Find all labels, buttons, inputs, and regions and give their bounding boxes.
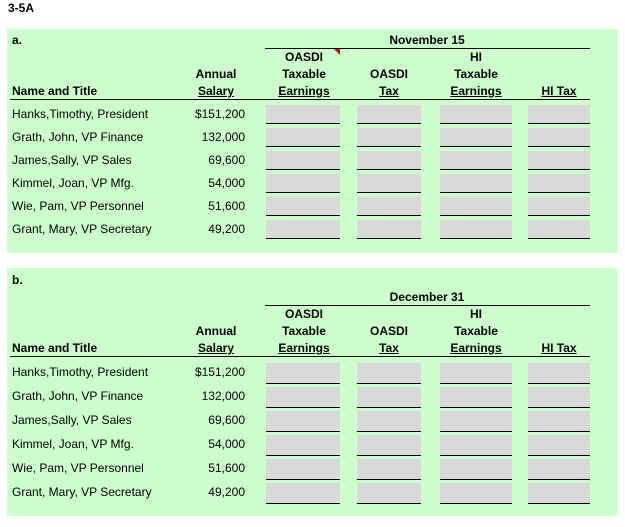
employee-name: Wie, Pam, VP Personnel — [12, 461, 144, 475]
section-label: a. — [12, 33, 23, 47]
annual-salary: 54,000 — [208, 176, 245, 190]
employee-name: James,Sally, VP Sales — [12, 153, 132, 167]
hi-taxable-header: HI Taxable Earnings — [450, 307, 502, 355]
hi-tax-cell[interactable] — [528, 220, 590, 239]
annual-salary: $151,200 — [194, 365, 245, 379]
oasdi-taxable-earnings-cell[interactable] — [266, 105, 340, 124]
hi-tax-cell[interactable] — [528, 197, 590, 216]
oasdi-tax-cell[interactable] — [357, 220, 421, 239]
oasdi-tax-header: OASDI Tax — [369, 67, 408, 98]
employee-name: Hanks,Timothy, President — [12, 107, 149, 121]
date-header: November 15 — [389, 33, 465, 47]
oasdi-taxable-earnings-cell[interactable] — [266, 363, 340, 384]
annual-salary: 69,600 — [208, 413, 245, 427]
hi-tax-cell[interactable] — [528, 363, 590, 384]
annual-salary: 51,600 — [208, 461, 245, 475]
employee-name: Grant, Mary, VP Secretary — [12, 222, 152, 236]
oasdi-tax-cell[interactable] — [357, 459, 421, 480]
oasdi-taxable-earnings-cell[interactable] — [266, 197, 340, 216]
annual-salary: 54,000 — [208, 437, 245, 451]
employee-name: James,Sally, VP Sales — [12, 413, 132, 427]
oasdi-tax-cell[interactable] — [357, 151, 421, 170]
section-b-panel — [7, 268, 618, 516]
header-rule — [10, 99, 590, 100]
oasdi-taxable-earnings-cell[interactable] — [266, 411, 340, 432]
hi-taxable-earnings-cell[interactable] — [440, 483, 512, 504]
oasdi-taxable-header: OASDI Taxable Earnings — [278, 50, 330, 98]
hi-tax-cell[interactable] — [528, 435, 590, 456]
employee-name: Grath, John, VP Finance — [12, 130, 144, 144]
oasdi-tax-cell[interactable] — [357, 128, 421, 147]
hi-tax-cell[interactable] — [528, 128, 590, 147]
oasdi-taxable-earnings-cell[interactable] — [266, 435, 340, 456]
hi-taxable-earnings-cell[interactable] — [440, 387, 512, 408]
oasdi-tax-cell[interactable] — [357, 174, 421, 193]
annual-salary: 69,600 — [208, 153, 245, 167]
oasdi-taxable-earnings-cell[interactable] — [266, 174, 340, 193]
oasdi-tax-cell[interactable] — [357, 387, 421, 408]
hi-taxable-earnings-cell[interactable] — [440, 411, 512, 432]
hi-taxable-earnings-cell[interactable] — [440, 220, 512, 239]
oasdi-taxable-earnings-cell[interactable] — [266, 220, 340, 239]
hi-taxable-earnings-cell[interactable] — [440, 363, 512, 384]
date-header: December 31 — [389, 290, 465, 304]
oasdi-tax-cell[interactable] — [357, 363, 421, 384]
hi-taxable-earnings-cell[interactable] — [440, 105, 512, 124]
oasdi-taxable-header: OASDI Taxable Earnings — [278, 307, 330, 355]
hi-taxable-earnings-cell[interactable] — [440, 174, 512, 193]
hi-tax-header: HI Tax — [541, 341, 577, 355]
hi-tax-cell[interactable] — [528, 105, 590, 124]
oasdi-tax-cell[interactable] — [357, 435, 421, 456]
section-a-panel — [7, 29, 618, 253]
oasdi-tax-cell[interactable] — [357, 411, 421, 432]
oasdi-tax-cell[interactable] — [357, 105, 421, 124]
name-title-header: Name and Title — [12, 84, 98, 98]
annual-salary: $151,200 — [194, 107, 245, 121]
oasdi-taxable-earnings-cell[interactable] — [266, 387, 340, 408]
employee-name: Grant, Mary, VP Secretary — [12, 485, 152, 499]
hi-tax-cell[interactable] — [528, 411, 590, 432]
header-rule — [10, 356, 590, 357]
hi-tax-cell[interactable] — [528, 174, 590, 193]
oasdi-taxable-earnings-cell[interactable] — [266, 483, 340, 504]
employee-name: Kimmel, Joan, VP Mfg. — [12, 437, 134, 451]
section-label: b. — [12, 273, 23, 287]
oasdi-taxable-earnings-cell[interactable] — [266, 459, 340, 480]
hi-tax-cell[interactable] — [528, 483, 590, 504]
oasdi-tax-cell[interactable] — [357, 197, 421, 216]
hi-taxable-earnings-cell[interactable] — [440, 151, 512, 170]
employee-name: Grath, John, VP Finance — [12, 389, 144, 403]
problem-label: 3-5A — [8, 1, 35, 15]
oasdi-taxable-earnings-cell[interactable] — [266, 128, 340, 147]
hi-taxable-earnings-cell[interactable] — [440, 435, 512, 456]
hi-tax-cell[interactable] — [528, 387, 590, 408]
annual-salary: 49,200 — [208, 222, 245, 236]
hi-taxable-earnings-cell[interactable] — [440, 197, 512, 216]
employee-name: Hanks,Timothy, President — [12, 365, 149, 379]
annual-salary-header: Annual Salary — [195, 67, 237, 98]
hi-taxable-earnings-cell[interactable] — [440, 459, 512, 480]
hi-tax-header: HI Tax — [541, 84, 577, 98]
employee-name: Kimmel, Joan, VP Mfg. — [12, 176, 134, 190]
hi-taxable-earnings-cell[interactable] — [440, 128, 512, 147]
annual-salary: 132,000 — [201, 389, 245, 403]
oasdi-tax-cell[interactable] — [357, 483, 421, 504]
employee-name: Wie, Pam, VP Personnel — [12, 199, 144, 213]
hi-tax-cell[interactable] — [528, 151, 590, 170]
hi-tax-cell[interactable] — [528, 459, 590, 480]
comment-marker-icon[interactable] — [334, 49, 340, 55]
hi-taxable-header: HI Taxable Earnings — [450, 50, 502, 98]
name-title-header: Name and Title — [12, 341, 98, 355]
oasdi-taxable-earnings-cell[interactable] — [266, 151, 340, 170]
annual-salary: 132,000 — [201, 130, 245, 144]
oasdi-tax-header: OASDI Tax — [369, 324, 408, 355]
annual-salary: 51,600 — [208, 199, 245, 213]
annual-salary: 49,200 — [208, 485, 245, 499]
annual-salary-header: Annual Salary — [195, 324, 237, 355]
